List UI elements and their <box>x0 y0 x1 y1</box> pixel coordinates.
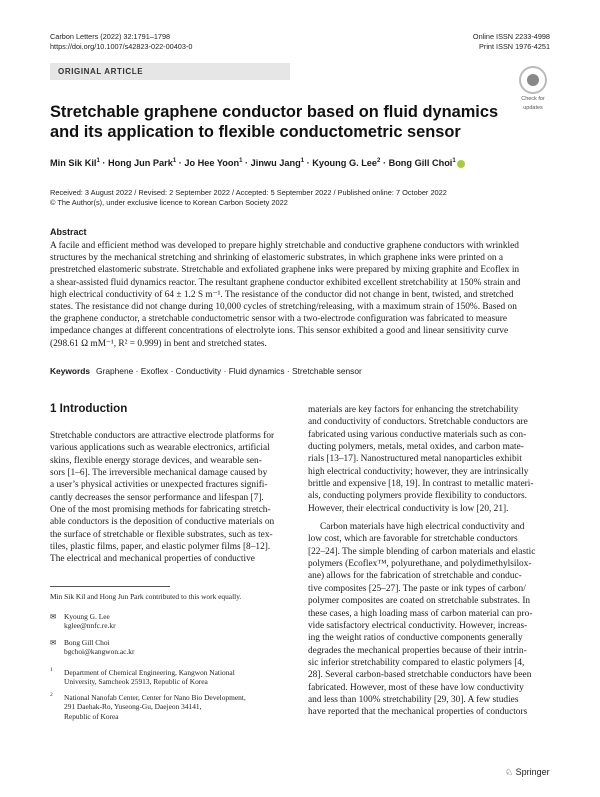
author[interactable]: Jinwu Jang$^1$ <box>250 158 305 169</box>
journal-citation: Carbon Letters (2022) 32:1791–1798 <box>50 32 171 41</box>
column-left-text <box>50 430 290 566</box>
corresponding-author-2 <box>50 638 290 657</box>
article-type-banner <box>50 63 290 80</box>
body-line: polymers (Ecoflex™, polyurethane, and polydimethylsilox- <box>308 559 532 570</box>
body-line: rials [13–17]. Nanostructured metal nanoparticles exhibit <box>308 454 522 465</box>
section-heading: 1 Introduction <box>50 402 128 415</box>
author[interactable]: Bong Gill Choi$^1$ <box>388 158 456 169</box>
author-email[interactable]: kglee@nnfc.re.kr <box>64 621 116 631</box>
article-type-label: ORIGINAL ARTICLE <box>58 67 144 76</box>
author-email[interactable]: bgchoi@kangwon.ac.kr <box>64 647 135 657</box>
publication-dates <box>50 188 550 208</box>
body-line: However, their electrical conductivity is low [20, 21]. <box>308 503 509 514</box>
body-line: ing the weight ratios of conductive components generally <box>308 633 523 644</box>
body-line: tiles, plastic films, paper, and elastic polymer films [8–12]. <box>50 542 271 553</box>
email-icon: ✉ <box>50 612 57 621</box>
issn-print: Print ISSN 1976-4251 <box>479 42 550 51</box>
body-line: materials are key factors for enhancing the stretchability <box>308 405 519 415</box>
body-line: a user’s physical activities or unexpected fractures signifi- <box>50 480 268 491</box>
abstract-line: a shear-assisted fluid dynamics reactor. The resultant graphene conductor exhibited excellent stretchability at 150% strain and <box>50 277 521 288</box>
body-line: and conductivity of conductors. Stretchable conductors are <box>308 417 528 428</box>
abstract-body <box>50 240 550 350</box>
check-for-updates-badge[interactable] <box>516 66 550 111</box>
copyright-notice: © The Author(s), under exclusive licence to Korean Carbon Society 2022 <box>50 198 288 207</box>
body-line: ducting polymers, metals, metal oxides, and carbon mate- <box>308 442 524 453</box>
body-line: vide satisfactory electrical conductivity. However, increas- <box>308 620 528 631</box>
check-updates-icon <box>519 66 547 94</box>
body-line: low cost, which are favorable for stretchable conductors <box>308 534 518 545</box>
author-list: Min Sik Kil$^1$ · Hong Jun Park$^1$ · Jo Hee Yoon$^1$ · Jinwu Jang$^1$ · Kyoung G. Lee$^2$ · Bong Gill Choi$^1$ <box>50 158 550 168</box>
email-icon: ✉ <box>50 638 57 647</box>
author-name: Kyoung G. Lee <box>64 612 110 621</box>
springer-horse-icon: ♘ <box>505 767 514 777</box>
abstract-line: (298.61 Ω mM⁻¹, R² = 0.999) in bent and stretched states. <box>50 338 267 349</box>
body-line: polymer composites are coated on stretchable substrates. In <box>308 596 531 607</box>
body-line: sic inferior stretchability compared to elastic polymers [4, <box>308 657 525 668</box>
body-line: als, conducting polymers provide flexibility to conductors. <box>308 491 528 502</box>
body-line: The electrical and mechanical properties of conductive <box>50 554 255 565</box>
column-right-text <box>308 404 550 719</box>
author[interactable]: Hong Jun Park$^1$ <box>107 158 177 169</box>
body-line: and less than 100% stretchability [29, 30]. A few studies <box>308 694 519 705</box>
body-line: able conductors is the deposition of conductive materials on <box>50 517 275 528</box>
abstract-line: impedance changes at different concentrations of electrolyte ions. This sensor exhibited a good and linear sensitivity curve <box>50 326 509 337</box>
body-line: 28]. Several carbon-based stretchable conductors have been <box>308 670 532 681</box>
check-updates-line2: updates <box>523 104 543 111</box>
affiliation-1 <box>50 668 290 687</box>
body-line: high electrical conductivity; however, they are intrinsically <box>308 466 529 477</box>
abstract-line: structures by the mechanical stretching and shrinking of elastomeric substrates, in which graphene inks were printed on a <box>50 253 504 264</box>
doi-link[interactable]: https://doi.org/10.1007/s42823-022-00403-0 <box>50 42 193 51</box>
issn-online: Online ISSN 2233-4998 <box>472 32 550 41</box>
article-title: Stretchable graphene conductor based on fluid dynamics and its application to flexible conductometric sensor <box>50 103 499 141</box>
body-line: sors [1–6]. The irreversible mechanical damage caused by <box>50 468 268 479</box>
body-line: ane) allows for the fabrication of stretchable and conduc- <box>308 571 522 582</box>
body-line: Stretchable conductors are attractive electrode platforms for <box>50 431 275 441</box>
publisher-logo <box>505 767 550 778</box>
abstract-line: the graphene conductor, a stretchable conductometric sensor with a two-electrode configuration was fabricated to measure <box>50 314 508 325</box>
author-name: Bong Gill Choi <box>64 638 110 647</box>
author[interactable]: Jo Hee Yoon$^1$ <box>184 158 243 169</box>
body-line: tive composites [25–27]. The paste or ink types of carbon/ <box>308 583 526 594</box>
affiliation-line: 291 Daehak-Ro, Yuseong-Gu, Daejeon 34141, <box>64 702 202 712</box>
body-line: these cases, a high loading mass of carbon material can pro- <box>308 608 533 619</box>
contribution-note: Min Sik Kil and Hong Jun Park contributed to this work equally. <box>50 592 242 601</box>
body-line: various applications such as wearable electronics, artificial <box>50 443 270 454</box>
affiliation-line: National Nanofab Center, Center for Nano Bio Development, <box>64 693 246 702</box>
abstract-line: states. The resistance did not change during 10,000 cycles of stretching/releasing, with a maximum strain of 150%. Based on <box>50 302 517 313</box>
abstract-heading: Abstract <box>50 227 87 237</box>
affiliation-number: 1 <box>50 667 53 673</box>
affiliation-line: Department of Chemical Engineering, Kangwon National <box>64 668 235 677</box>
affiliation-2 <box>50 693 290 721</box>
body-line: Carbon materials have high electrical conductivity and <box>320 522 525 533</box>
body-line: [22–24]. The simple blending of carbon materials and elastic <box>308 546 536 557</box>
footnote-divider <box>50 586 170 587</box>
abstract-line: prestretched elastomeric substrate. Stretchable and exfoliated graphene inks were prepared by mixing graphite and Ecoflex in <box>50 265 520 276</box>
publisher-name: Springer <box>515 767 550 777</box>
body-line: degrades the mechanical properties because of their intrin- <box>308 645 527 656</box>
keywords-list: Graphene · Exoflex · Conductivity · Fluid dynamics · Stretchable sensor <box>96 366 362 376</box>
body-line: One of the most promising methods for fabricating stretch- <box>50 505 271 516</box>
body-line: fabricated. However, most of these have low conductivity <box>308 682 524 693</box>
abstract-line: high electrical conductivity of 64 ± 1.2 S m⁻¹. The resistance of the conductor did not change in bent, twisted, and stretched <box>50 289 514 300</box>
body-line: fabricated using various conductive materials such as con- <box>308 429 527 440</box>
author[interactable]: Kyoung G. Lee$^2$ <box>312 158 381 169</box>
body-line: skins, flexible energy storage devices, and wearable sen- <box>50 455 262 466</box>
abstract-line: A facile and efficient method was developed to prepare highly stretchable and conductive graphene conductors with wrinkled <box>50 241 519 251</box>
orcid-icon[interactable] <box>457 160 465 168</box>
affiliation-line: University, Samcheok 25913, Republic of Korea <box>64 677 208 687</box>
corresponding-author-1 <box>50 612 290 631</box>
body-line: have reported that the mechanical properties of conductors <box>308 707 528 718</box>
check-updates-line1: Check for <box>521 96 545 102</box>
body-line: cantly decreases the sensor performance and lifespan [7]. <box>50 492 264 503</box>
body-line: the surface of stretchable or flexible substrates, such as tex- <box>50 529 273 540</box>
affiliation-number: 2 <box>50 692 53 698</box>
author[interactable]: Min Sik Kil$^1$ <box>50 158 100 169</box>
body-line: brittle and expensive [18, 19]. In contrast to metallic materi- <box>308 479 534 490</box>
keywords <box>50 366 550 376</box>
affiliation-line: Republic of Korea <box>64 711 119 721</box>
history-dates: Received: 3 August 2022 / Revised: 2 September 2022 / Accepted: 5 September 2022 / Published online: 7 October 2022 <box>50 188 447 197</box>
keywords-label: Keywords <box>50 366 91 376</box>
